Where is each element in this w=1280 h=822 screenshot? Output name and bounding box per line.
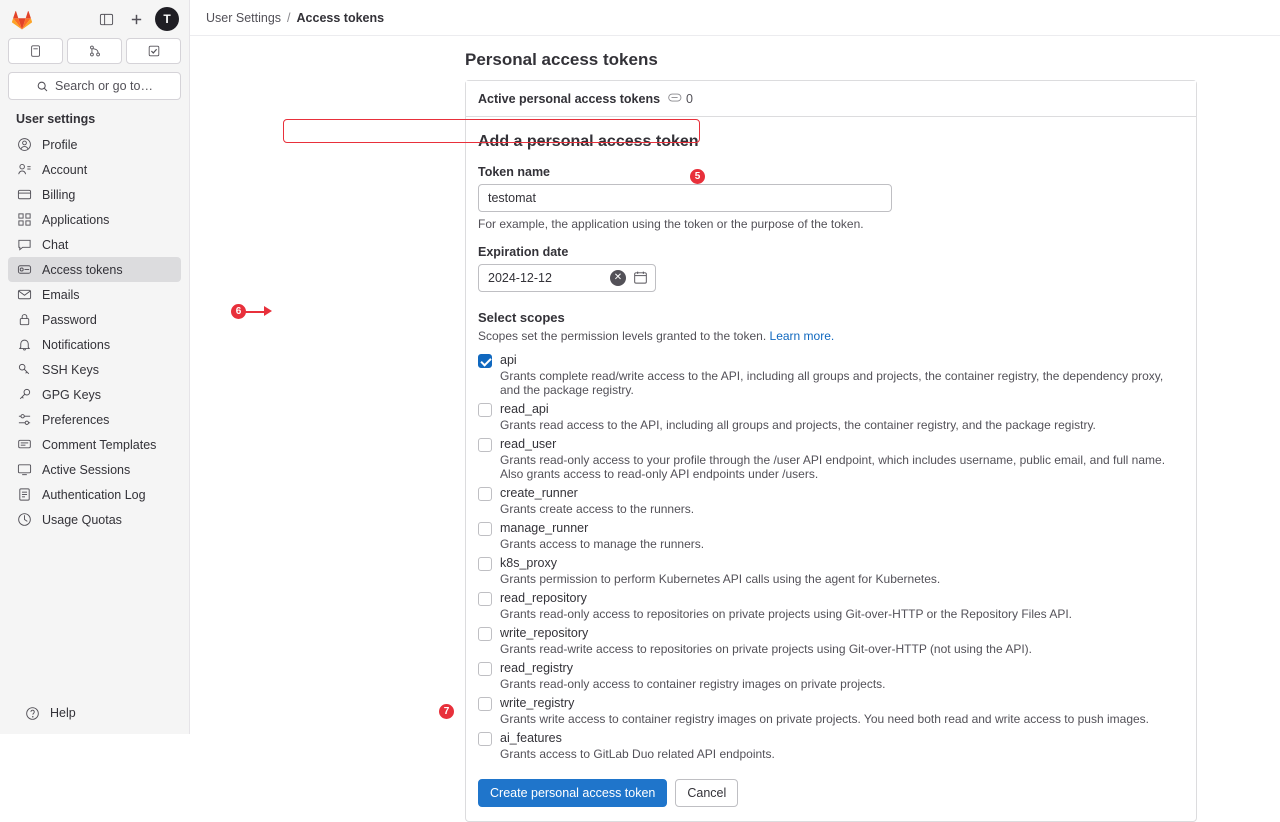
merge-requests-icon[interactable] [67,38,122,64]
scope-write_registry-checkbox[interactable] [478,697,492,711]
scope-row-api [478,353,1184,397]
scope-row-read_repository [478,591,1184,621]
scope-name: k8s_proxy [500,556,557,570]
sidebar-item-gpg-keys[interactable] [8,382,181,407]
expiration-date-input[interactable] [478,264,656,292]
applications-icon [16,212,32,228]
scope-description: Grants permission to perform Kubernetes API calls using the agent for Kubernetes. [500,572,941,586]
scope-read_registry-checkbox[interactable] [478,662,492,676]
scope-name: read_registry [500,661,573,675]
panel-header-title: Active personal access tokens [478,91,661,106]
sidebar [0,0,190,734]
sidebar-item-password[interactable] [8,307,181,332]
sidebar-item-notifications[interactable] [8,332,181,357]
scope-row-ai_features [478,731,1184,761]
sidebar-item-comment-templates[interactable] [8,432,181,457]
sidebar-item-label: Billing [42,187,76,202]
clear-icon[interactable]: ✕ [610,270,626,286]
annotation-marker-7: 7 [439,704,454,719]
gpg-key-icon [16,387,32,403]
sidebar-item-label: Help [50,706,76,720]
sidebar-item-authentication-log[interactable] [8,482,181,507]
page-content [190,36,1280,822]
sessions-icon [16,462,32,478]
form-actions [478,779,1184,807]
scope-name: read_api [500,402,549,416]
credit-card-icon [16,187,32,203]
token-name-label: Token name [478,165,551,179]
scope-description: Grants read-only access to your profile through the /user API endpoint, which includes username, public email, and full name. Also grants access to read-only API endpoints under /users. [500,453,1166,481]
sidebar-item-chat[interactable] [8,232,181,257]
user-icon [16,137,32,153]
new-item-icon[interactable] [125,8,147,30]
sidebar-item-applications[interactable] [8,207,181,232]
page-title: Personal access tokens [465,50,658,69]
access-tokens-panel [465,80,1197,822]
scope-name: create_runner [500,486,578,500]
scope-create_runner-checkbox[interactable] [478,487,492,501]
scope-description: Grants read-only access to container registry images on private projects. [500,677,886,691]
expiration-date-label: Expiration date [478,245,569,259]
bell-icon [16,337,32,353]
create-token-button[interactable]: Create personal access token [478,779,667,807]
scope-row-read_registry [478,661,1184,691]
scope-description: Grants access to manage the runners. [500,537,705,551]
scope-row-read_api [478,402,1184,432]
toggle-sidebar-icon[interactable] [95,8,117,30]
sidebar-item-help[interactable] [16,700,174,726]
scope-name: read_repository [500,591,587,605]
lock-icon [16,312,32,328]
scope-name: manage_runner [500,521,589,535]
help-icon [24,705,40,721]
scope-row-write_repository [478,626,1184,656]
sidebar-item-label: Profile [42,137,78,152]
add-token-form [466,117,1196,821]
sidebar-item-profile[interactable] [8,132,181,157]
scope-row-k8s_proxy [478,556,1184,586]
preferences-icon [16,412,32,428]
annotation-marker-6: 6 [231,304,246,319]
scope-name: write_registry [500,696,575,710]
breadcrumb-separator: / [287,10,291,25]
scope-read_api-checkbox[interactable] [478,403,492,417]
panel-header [466,81,1196,117]
gitlab-logo-icon[interactable] [10,7,34,31]
scope-ai_features-checkbox[interactable] [478,732,492,746]
sidebar-item-label: Authentication Log [42,487,146,502]
mail-icon [16,287,32,303]
scope-write_repository-checkbox[interactable] [478,627,492,641]
comment-template-icon [16,437,32,453]
sidebar-item-label: GPG Keys [42,387,102,402]
scope-description: Grants read-only access to repositories on private projects using Git-over-HTTP or the Repository Files API. [500,607,1073,621]
sidebar-item-preferences[interactable] [8,407,181,432]
sidebar-item-label: Usage Quotas [42,512,122,527]
breadcrumb-item-access-tokens[interactable]: Access tokens [296,10,385,25]
scope-description: Grants create access to the runners. [500,502,695,516]
breadcrumb [190,0,1280,36]
scopes-learn-more-link[interactable]: Learn more. [769,329,835,343]
scope-row-write_registry [478,696,1184,726]
avatar[interactable]: T [155,7,179,31]
sidebar-nav [0,132,189,532]
scopes-subtitle [478,329,1184,343]
annotation-arrow-6 [242,305,284,318]
sidebar-item-label: SSH Keys [42,362,99,377]
scope-read_repository-checkbox[interactable] [478,592,492,606]
scopes-title: Select scopes [478,310,565,325]
scope-name: api [500,353,517,367]
token-name-help: For example, the application using the token or the purpose of the token. [478,217,864,231]
sidebar-item-label: Comment Templates [42,437,157,452]
scope-name: read_user [500,437,557,451]
main-area [190,0,1280,800]
sidebar-item-label: Preferences [42,412,110,427]
quota-icon [16,512,32,528]
active-tokens-count-value: 0 [686,91,693,106]
calendar-icon[interactable] [633,270,648,288]
sidebar-item-active-sessions[interactable] [8,457,181,482]
search-icon [36,80,49,93]
expiration-date-field [478,264,656,292]
scope-k8s_proxy-checkbox[interactable] [478,557,492,571]
scopes-subtitle-text: Scopes set the permission levels granted to the token. [478,329,767,343]
sidebar-heading: User settings [16,112,96,126]
scope-manage_runner-checkbox[interactable] [478,522,492,536]
sidebar-item-label: Password [42,312,97,327]
sidebar-item-billing[interactable] [8,182,181,207]
sidebar-item-label: Chat [42,237,69,252]
log-icon [16,487,32,503]
scope-row-read_user [478,437,1184,481]
token-badge-icon [668,92,682,106]
scope-description: Grants access to GitLab Duo related API endpoints. [500,747,775,761]
scope-name: write_repository [500,626,589,640]
sidebar-bottom [0,700,190,726]
active-tokens-count [668,92,693,106]
sidebar-top-bar [0,0,189,36]
form-title: Add a personal access token [478,133,699,150]
cancel-button[interactable]: Cancel [675,779,738,807]
scope-row-create_runner [478,486,1184,516]
token-icon [16,262,32,278]
sidebar-item-usage-quotas[interactable] [8,507,181,532]
scope-row-manage_runner [478,521,1184,551]
breadcrumb-item-user-settings[interactable]: User Settings [206,10,282,25]
scope-description: Grants read access to the API, including all groups and projects, the container registry, and the package registry. [500,418,1096,432]
search-input[interactable] [8,72,181,100]
issues-icon[interactable] [8,38,63,64]
sidebar-item-ssh-keys[interactable] [8,357,181,382]
sidebar-item-label: Applications [42,212,110,227]
sidebar-item-emails[interactable] [8,282,181,307]
sidebar-item-label: Access tokens [42,262,123,277]
scope-description: Grants complete read/write access to the API, including all groups and projects, the container registry, the dependency proxy, and the package registry. [500,369,1164,397]
sidebar-quick-actions [0,36,189,70]
sidebar-item-label: Active Sessions [42,462,131,477]
account-icon [16,162,32,178]
key-icon [16,362,32,378]
scope-description: Grants write access to container registry images on private projects. You need both read and write access to push images. [500,712,1150,726]
scope-description: Grants read-write access to repositories on private projects using Git-over-HTTP (not using the API). [500,642,1032,656]
sidebar-item-account[interactable] [8,157,181,182]
chat-icon [16,237,32,253]
sidebar-item-label: Emails [42,287,80,302]
todos-icon[interactable] [126,38,181,64]
sidebar-top-actions [95,7,179,31]
annotation-marker-5: 5 [690,169,705,184]
sidebar-item-access-tokens[interactable] [8,257,181,282]
scopes-list [478,353,1184,761]
sidebar-item-label: Notifications [42,337,111,352]
scope-read_user-checkbox[interactable] [478,438,492,452]
sidebar-item-label: Account [42,162,88,177]
search-placeholder: Search or go to… [55,79,153,93]
scope-api-checkbox[interactable] [478,354,492,368]
token-name-input[interactable] [478,184,892,212]
scope-name: ai_features [500,731,562,745]
